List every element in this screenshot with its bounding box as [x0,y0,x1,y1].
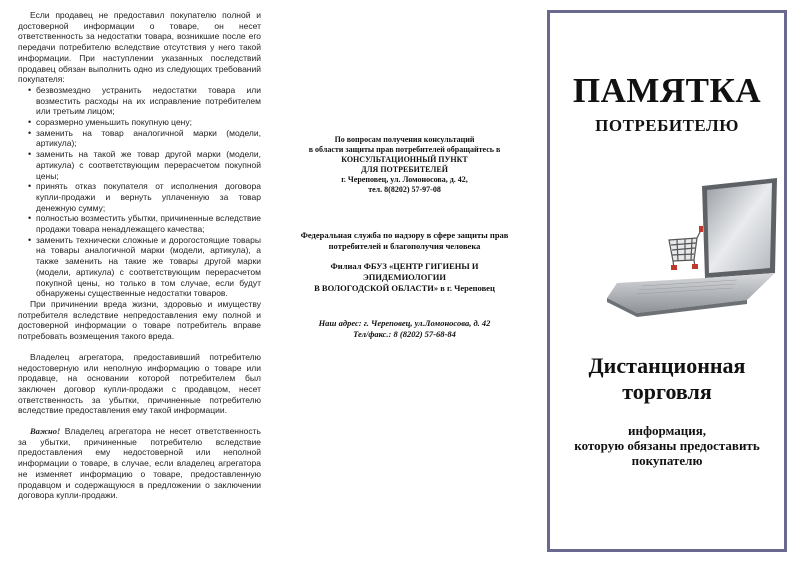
consult-line: в области защиты прав потребителей обращайтесь в [308,145,501,154]
laptop-shopping-cart-image [597,178,782,318]
cover-heading [550,353,784,405]
consultation-block [282,135,527,195]
heading-line: торговля [622,379,712,404]
info-line: которую обязаны предоставить [574,438,760,453]
federal-line: Федеральная служба по надзору в сфере защиты прав [300,230,509,240]
phone-line: Тел/факс.: 8 (8202) 57-68-84 [353,329,456,339]
info-line: покупателю [631,453,703,468]
cover-panel [547,10,787,552]
heading-line: Дистанционная [588,353,746,378]
consult-line: КОНСУЛЬТАЦИОННЫЙ ПУНКТ [341,155,468,164]
list-item: • заменить на товар аналогичной марки (модели, артикула); [18,128,261,149]
filial-line: В ВОЛОГОДСКОЙ ОБЛАСТИ» в г. Череповец [314,283,495,293]
federal-service-block [282,230,527,252]
filial-line: Филиал ФБУЗ «ЦЕНТР ГИГИЕНЫ И [330,261,479,271]
filial-line: ЭПИДЕМИОЛОГИИ [363,272,446,282]
list-item: • безвозмездно устранить недостатки товара или возместить расходы на их исправление потребителем или третьим лицом; [18,85,261,117]
spacer [18,342,261,352]
list-item: • соразмерно уменьшить покупную цену; [18,117,261,128]
filial-block [282,261,527,294]
list-item: • принять отказ покупателя от исполнения договора купли-продажи и вернуть уплаченную за товар денежную сумму; [18,181,261,213]
address-block [282,318,527,340]
important-text: Владелец агрегатора не несет ответственность за убытки, причиненные потребителю вследствие предоставления ему недостоверной или неполной информации о товаре, в случае, если владелец агрегатора не изменяет информацию о товаре, предоставленную продавцом и содержащуюся в предложении о заключении договора купли-продажи. [18,426,261,501]
requirements-list [18,85,261,299]
intro-paragraph: Если продавец не предоставил покупателю полной и достоверной информации о товаре, он несет ответственность за недостатки товара, возникшие после его передачи потребителю вследствие отсутствия у него такой информации. При наступлении указанных последствий продавец обязан выполнить одно из следующих требований покупателя: [18,10,261,85]
middle-column [282,10,527,555]
list-item: • полностью возместить убытки, причиненные вследствие продажи товара ненадлежащего качества; [18,213,261,234]
consult-line: г. Череповец, ул. Ломоносова, д. 42, [341,175,468,184]
consult-line: тел. 8(8202) 57-97-08 [368,185,441,194]
info-line: информация, [627,423,707,438]
cover-subtitle: ПОТРЕБИТЕЛЮ [595,116,739,135]
federal-line: потребителей и благополучия человека [328,241,481,251]
consult-line: По вопросам получения консультаций [334,135,475,144]
important-label: Важно! [30,426,61,437]
list-item: • заменить на такой же товар другой марки (модели, артикула) с соответствующим перерасчетом покупной цены; [18,149,261,181]
spacer [18,416,261,426]
consult-line: ДЛЯ ПОТРЕБИТЕЛЕЙ [361,165,448,174]
aggregator-paragraph: Владелец агрегатора, предоставивший потребителю недостоверную или неполную информацию о товаре или продавце, на основании которой потребителем был заключен договор купли-продажи с продавцом, несет ответственность за убытки, причиненные потребителю вследствие предоставления ему такой информации. [18,351,261,416]
cover-info [550,423,784,468]
left-column [18,10,261,501]
address-line: Наш адрес: г. Череповец, ул.Ломоносова, д. 42 [318,318,491,328]
list-item: • заменить технически сложные и дорогостоящие товары на товары аналогичной марки (модели, артикула), а также заменить на такие же товары другой марки (модели, артикула) с соответствующим перерасчетом покупной цены, но только в том случае, если будут обнаружены существенные недостатки товаров. [18,235,261,299]
harm-paragraph: При причинении вреда жизни, здоровью и имуществу потребителя вследствие непредоставления ему полной и достоверной информации о товаре потребитель вправе потребовать возмещения такого вреда. [18,298,261,342]
important-paragraph [18,426,261,501]
cover-title: ПАМЯТКА [572,71,762,110]
